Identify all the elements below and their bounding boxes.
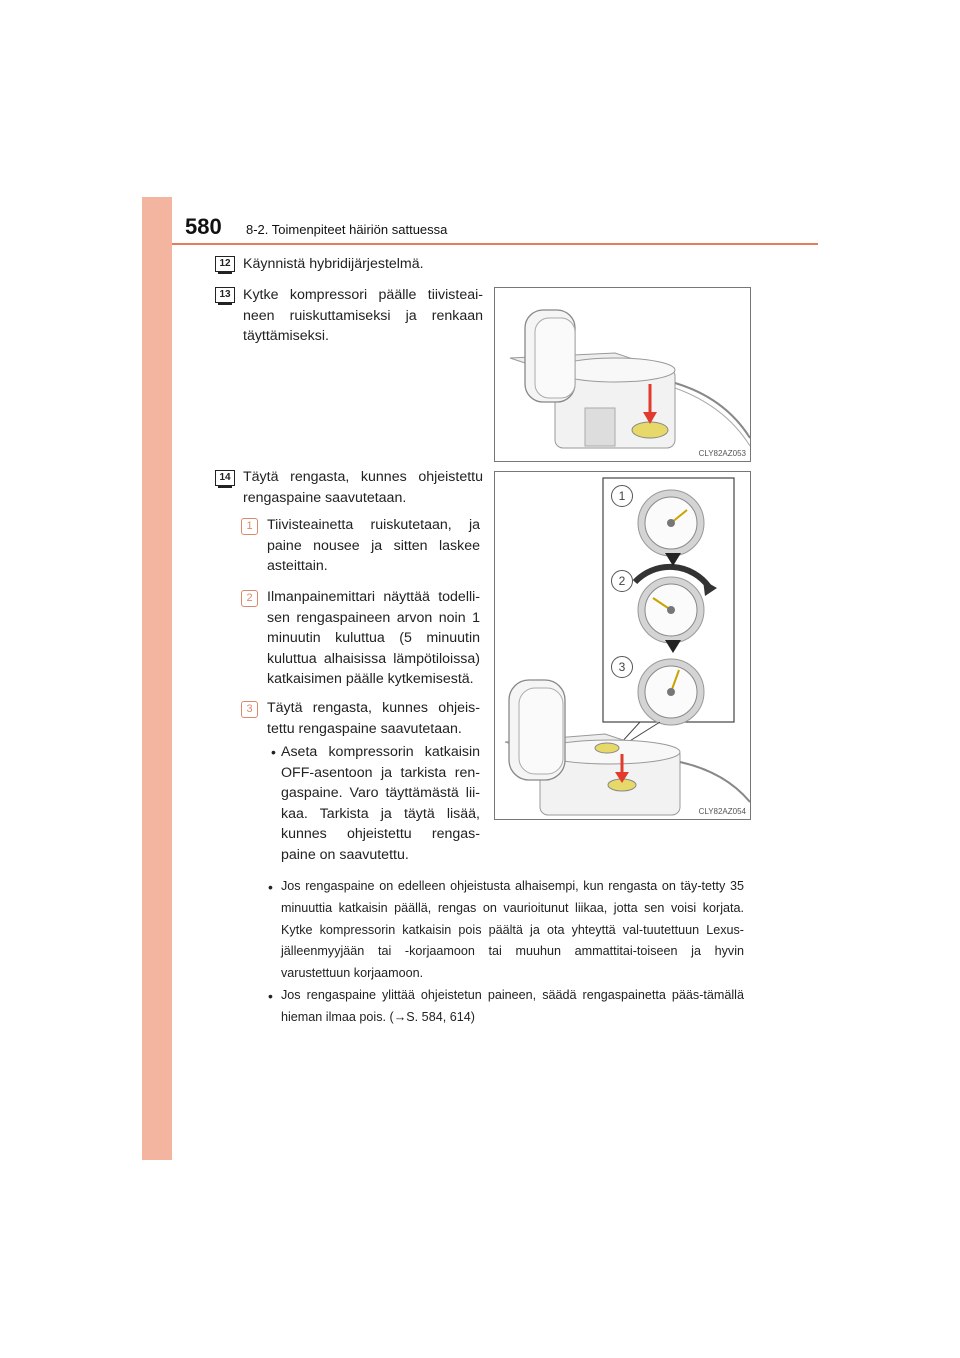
compressor-illustration [495,288,750,461]
substep-1-text: Tiivisteainetta ruiskutetaan, ja paine nousee ja sitten laskee asteittain. [267,517,480,575]
header-rule [172,243,818,245]
bullet-marker: • [268,988,273,1004]
gauge-label-1: 1 [611,485,633,507]
bullet-2-text: Jos rengaspaine on edelleen ohjeistusta alhaisempi, kun rengasta on täy-tetty 35 minuuttia katkaisin päällä, rengas on vaurioitunut liikaa, jotta sen voisi korjata. Kytke kompressorin katkaisin pois päältä ja ota yhteyttä val-tuutettuun Lexus-jälleenmyyjään tai -korjaamoon tai muuhun ammattitai-toiseen ja hyvin varustettuun korjaamoon. [281,879,744,981]
gauge-label-2: 2 [611,570,633,592]
down-arrow-icon [665,553,681,566]
gauge-label-3: 3 [611,656,633,678]
step-number-12: 12 [215,256,235,272]
step-number-13: 13 [215,287,235,303]
section-title: 8-2. Toimenpiteet häiriön sattuessa [246,222,448,237]
gauge-figure [494,471,751,820]
figure-code-2: CLY82AZ054 [698,807,746,816]
page-number: 580 [185,214,222,239]
step-number-14: 14 [215,470,235,486]
bullet-3-text: Jos rengaspaine ylittää ohjeistetun paineen, säädä rengaspainetta pääs-tämällä hieman ilmaa pois. (→S. 584, 614) [281,988,744,1024]
figure-code-1: CLY82AZ053 [698,449,746,458]
substep-number-2: 2 [241,590,258,607]
step-12-text: Käynnistä hybridijärjestelmä. [243,256,424,272]
substep-3-text: Täytä rengasta, kunnes ohjeis-tettu rengaspaine saavutetaan. [267,700,480,737]
step-13-text: Kytke kompressori päälle tiivisteai-neen ruiskuttamiseksi ja renkaan täyttämiseksi. [243,287,483,345]
down-arrow-icon [665,640,681,653]
substep-2-text: Ilmanpainemittari näyttää todelli-sen rengaspaineen arvon noin 1 minuutin kuluttua (5 minuutin kuluttua alhaisissa lämpötiloissa) katkaisimen päälle kytkemisestä. [267,589,480,688]
substep-number-3: 3 [241,701,258,718]
step-14-text: Täytä rengasta, kunnes ohjeistettu rengaspaine saavutetaan. [243,469,483,506]
bullet-marker: • [268,879,273,895]
compressor-figure [494,287,751,462]
bullet-1-text: Aseta kompressorin katkaisin OFF-asentoon ja tarkista ren-gaspaine. Varo täyttämästä lii-kaa. Tarkista ja täytä lisää, kunnes ohjeistettu rengas-paine on saavutettu. [281,744,480,863]
side-tab [142,197,172,1160]
gauge-illustration [495,472,750,819]
substep-number-1: 1 [241,518,258,535]
bullet-marker: • [271,744,276,760]
